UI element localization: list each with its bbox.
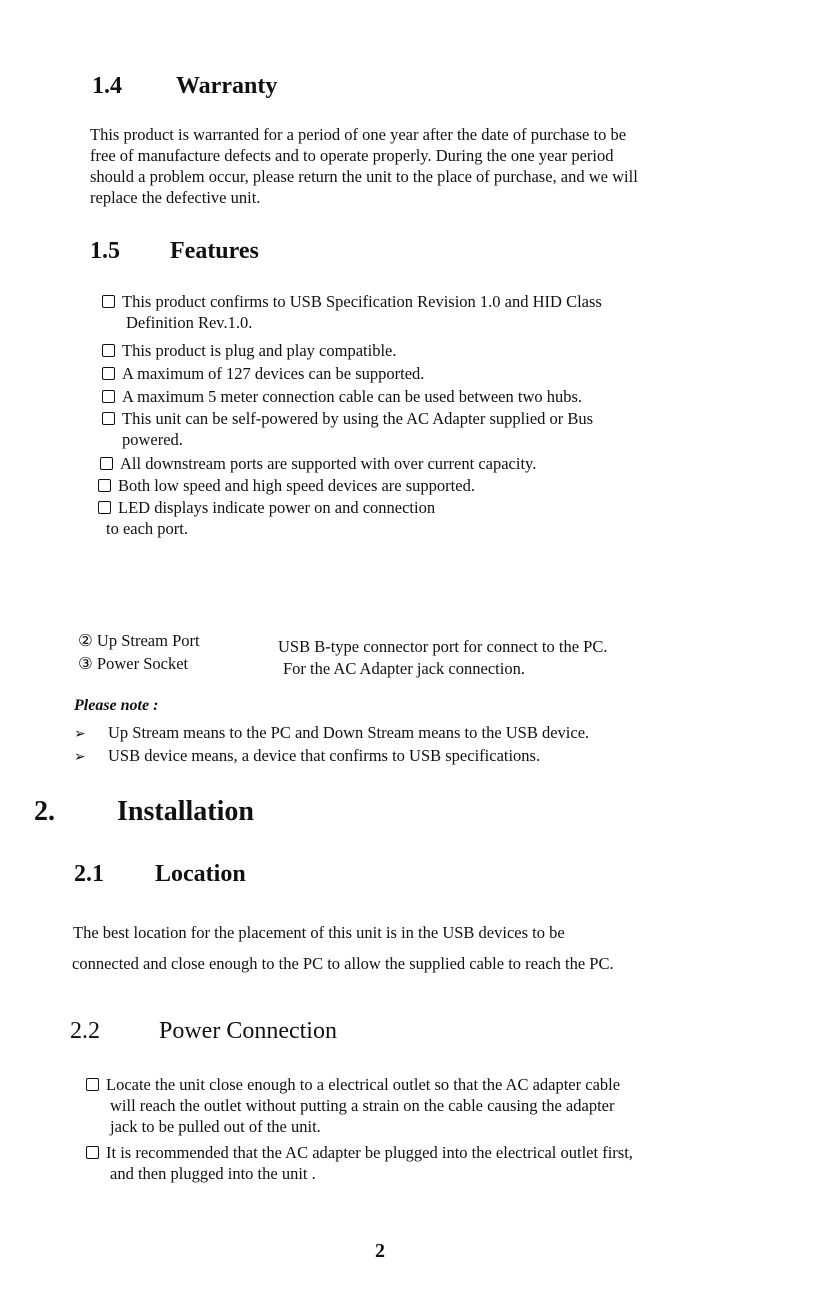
note-text: USB device means, a device that confirms to USB specifications. bbox=[108, 746, 541, 765]
checkbox-icon bbox=[98, 501, 111, 514]
installation-number: 2. bbox=[34, 796, 55, 827]
feature-text: Both low speed and high speed devices are supported. bbox=[118, 476, 475, 495]
port-label: ③ Power Socket bbox=[78, 654, 189, 673]
feature-text-cont: powered. bbox=[122, 430, 183, 449]
port-label: ② Up Stream Port bbox=[78, 631, 200, 650]
warranty-line: free of manufacture defects and to operate properly. During the one year period bbox=[90, 146, 614, 165]
feature-item bbox=[100, 453, 536, 474]
checkbox-icon bbox=[102, 344, 115, 357]
checkbox-icon bbox=[102, 295, 115, 308]
checkbox-icon bbox=[100, 457, 113, 470]
power-heading: Power Connection bbox=[159, 1018, 337, 1044]
feature-item bbox=[102, 386, 582, 407]
checkbox-icon bbox=[86, 1078, 99, 1091]
power-item bbox=[86, 1142, 633, 1184]
page-number: 2 bbox=[375, 1240, 385, 1262]
note-item bbox=[74, 722, 589, 745]
feature-text: This unit can be self-powered by using the AC Adapter supplied or Bus bbox=[122, 409, 594, 428]
feature-text-cont: Definition Rev.1.0. bbox=[126, 313, 253, 332]
note-item bbox=[74, 745, 540, 768]
location-number: 2.1 bbox=[74, 861, 104, 887]
checkbox-icon bbox=[102, 367, 115, 380]
power-text: Locate the unit close enough to a electrical outlet so that the AC adapter cable bbox=[106, 1075, 621, 1094]
checkbox-icon bbox=[86, 1146, 99, 1159]
feature-item bbox=[102, 340, 397, 361]
feature-item bbox=[98, 497, 435, 539]
note-heading: Please note : bbox=[74, 697, 159, 714]
port-description: For the AC Adapter jack connection. bbox=[283, 659, 525, 678]
feature-text: This product is plug and play compatible. bbox=[122, 341, 397, 360]
feature-text: A maximum 5 meter connection cable can be used between two hubs. bbox=[122, 387, 583, 406]
power-item bbox=[86, 1074, 620, 1137]
power-text-cont: will reach the outlet without putting a strain on the cable causing the adapter bbox=[110, 1096, 615, 1115]
power-text: It is recommended that the AC adapter be plugged into the electrical outlet first, bbox=[106, 1143, 633, 1162]
warranty-heading: Warranty bbox=[176, 73, 278, 99]
features-heading: Features bbox=[170, 238, 259, 264]
feature-item bbox=[102, 408, 593, 450]
warranty-line: This product is warranted for a period of one year after the date of purchase to be bbox=[90, 125, 627, 144]
warranty-line: replace the defective unit. bbox=[90, 188, 261, 207]
checkbox-icon bbox=[102, 390, 115, 403]
warranty-line: should a problem occur, please return the unit to the place of purchase, and we will bbox=[90, 167, 638, 186]
power-text-cont: and then plugged into the unit . bbox=[110, 1164, 316, 1183]
feature-item bbox=[102, 291, 602, 333]
checkbox-icon bbox=[102, 412, 115, 425]
installation-heading: Installation bbox=[117, 796, 254, 827]
location-heading: Location bbox=[155, 861, 246, 887]
power-number: 2.2 bbox=[70, 1018, 100, 1044]
warranty-number: 1.4 bbox=[92, 73, 122, 99]
feature-text: LED displays indicate power on and connection bbox=[118, 498, 436, 517]
features-number: 1.5 bbox=[90, 238, 120, 264]
location-line: The best location for the placement of this unit is in the USB devices to be bbox=[73, 923, 565, 942]
arrow-bullet-icon: ➢ bbox=[74, 727, 86, 742]
feature-text: This product confirms to USB Specification Revision 1.0 and HID Class bbox=[122, 292, 602, 311]
note-text: Up Stream means to the PC and Down Stream means to the USB device. bbox=[108, 723, 590, 742]
feature-item bbox=[98, 475, 475, 496]
checkbox-icon bbox=[98, 479, 111, 492]
power-text-cont: jack to be pulled out of the unit. bbox=[110, 1117, 321, 1136]
warranty-paragraph bbox=[90, 124, 638, 208]
arrow-bullet-icon: ➢ bbox=[74, 750, 86, 765]
feature-item bbox=[102, 363, 424, 384]
feature-text: All downstream ports are supported with over current capacity. bbox=[120, 454, 537, 473]
feature-text-cont: to each port. bbox=[106, 519, 189, 538]
feature-text: A maximum of 127 devices can be supported. bbox=[122, 364, 425, 383]
location-line: connected and close enough to the PC to allow the supplied cable to reach the PC. bbox=[72, 954, 614, 973]
port-description: USB B-type connector port for connect to the PC. bbox=[278, 637, 608, 656]
